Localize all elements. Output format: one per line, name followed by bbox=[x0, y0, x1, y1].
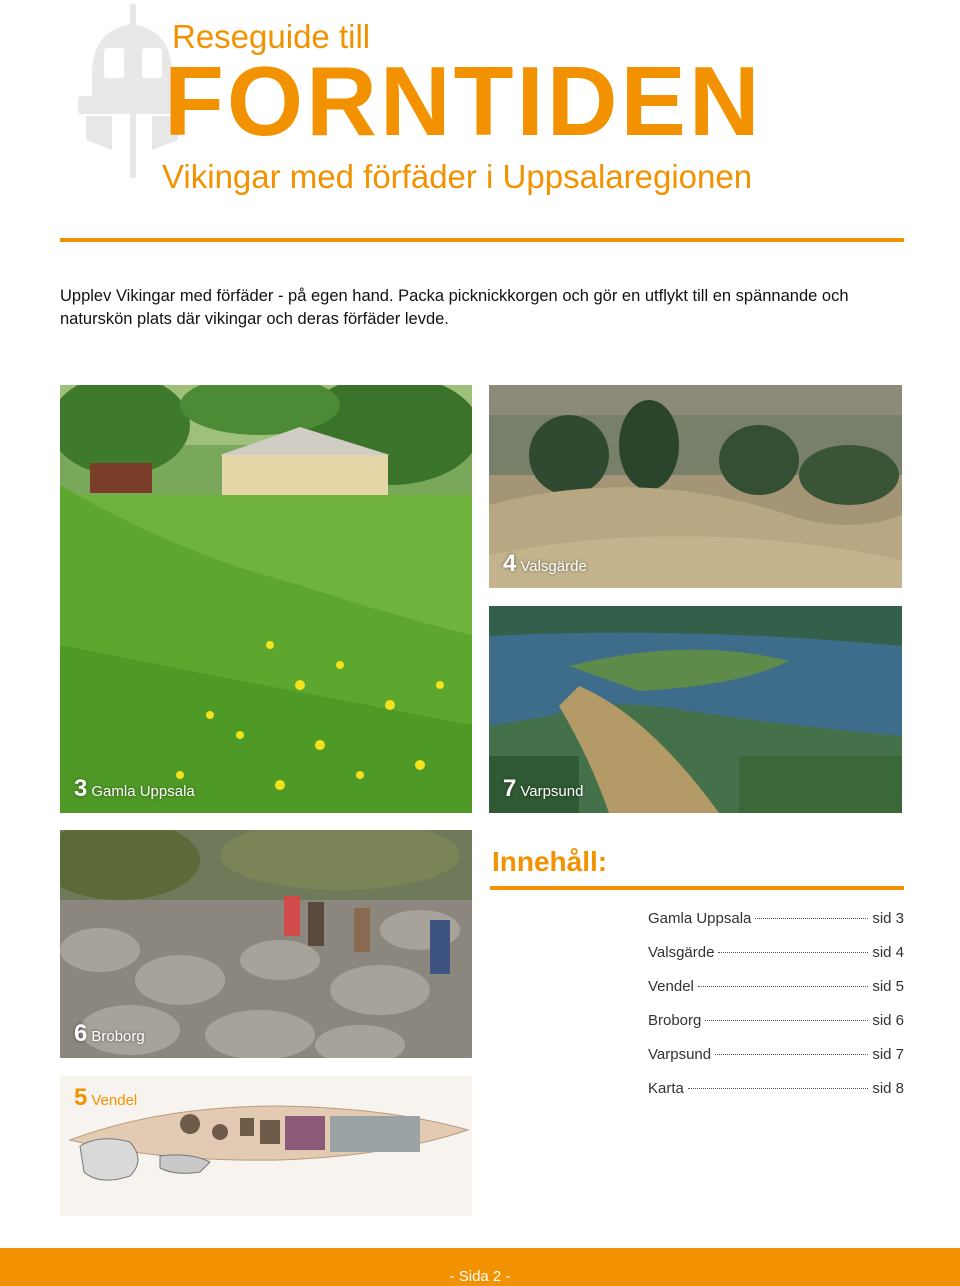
toc-item[interactable] bbox=[648, 1012, 904, 1046]
toc-leader bbox=[705, 1020, 868, 1021]
photo-caption-valsgarde bbox=[503, 550, 587, 578]
toc-item-page: sid 8 bbox=[872, 1080, 904, 1097]
toc-item[interactable] bbox=[648, 910, 904, 944]
caption-number: 4 bbox=[503, 550, 517, 577]
photo-caption-gamla-uppsala bbox=[74, 775, 195, 803]
caption-number: 5 bbox=[74, 1084, 88, 1111]
caption-number: 6 bbox=[74, 1020, 88, 1047]
toc-divider bbox=[490, 886, 904, 890]
toc-list bbox=[648, 910, 904, 1114]
illustration-vendel bbox=[60, 1076, 472, 1216]
photo-caption-varpsund bbox=[503, 775, 583, 803]
toc-item-page: sid 7 bbox=[872, 1046, 904, 1063]
toc-leader bbox=[715, 1054, 868, 1055]
photo-caption-broborg bbox=[74, 1020, 145, 1048]
toc-item-page: sid 4 bbox=[872, 944, 904, 961]
caption-number: 3 bbox=[74, 775, 88, 802]
photo-varpsund bbox=[489, 606, 902, 813]
header-kicker: Reseguide till bbox=[172, 18, 371, 55]
toc-item-label: Varpsund bbox=[648, 1046, 712, 1063]
toc-item-label: Karta bbox=[648, 1080, 684, 1097]
toc-item-label: Vendel bbox=[648, 978, 694, 995]
toc-item[interactable] bbox=[648, 978, 904, 1012]
toc-heading: Innehåll: bbox=[492, 846, 608, 877]
caption-name: Varpsund bbox=[520, 783, 584, 800]
footer-bar bbox=[0, 1248, 960, 1286]
toc-leader bbox=[755, 918, 868, 919]
intro-paragraph: Upplev Vikingar med förfäder - på egen hand. Packa picknickkorgen och gör en utflykt till en spännande och naturskön plats där vikingar och deras förfäder levde. bbox=[60, 287, 849, 328]
photo-broborg bbox=[60, 830, 472, 1058]
photo-valsgarde bbox=[489, 385, 902, 588]
page-number: - Sida 2 - bbox=[449, 1268, 511, 1285]
toc-item-page: sid 3 bbox=[872, 910, 904, 927]
header-divider bbox=[60, 238, 904, 242]
toc-item-page: sid 6 bbox=[872, 1012, 904, 1029]
caption-name: Gamla Uppsala bbox=[91, 783, 195, 800]
toc-leader bbox=[698, 986, 868, 987]
caption-name: Valsgärde bbox=[520, 558, 587, 575]
photo-caption-vendel bbox=[74, 1084, 137, 1112]
caption-name: Broborg bbox=[91, 1028, 145, 1045]
toc-item[interactable] bbox=[648, 1046, 904, 1080]
toc-item-label: Valsgärde bbox=[648, 944, 715, 961]
page-title: FORNTIDEN bbox=[164, 46, 763, 156]
caption-number: 7 bbox=[503, 775, 517, 802]
toc-item[interactable] bbox=[648, 1080, 904, 1114]
toc-item-label: Gamla Uppsala bbox=[648, 910, 752, 927]
toc-item-page: sid 5 bbox=[872, 978, 904, 995]
toc-item-label: Broborg bbox=[648, 1012, 702, 1029]
toc-leader bbox=[688, 1088, 868, 1089]
photo-gamla-uppsala bbox=[60, 385, 472, 813]
toc-leader bbox=[718, 952, 868, 953]
page-subtitle: Vikingar med förfäder i Uppsalaregionen bbox=[162, 158, 753, 195]
caption-name: Vendel bbox=[91, 1092, 138, 1109]
toc-item[interactable] bbox=[648, 944, 904, 978]
